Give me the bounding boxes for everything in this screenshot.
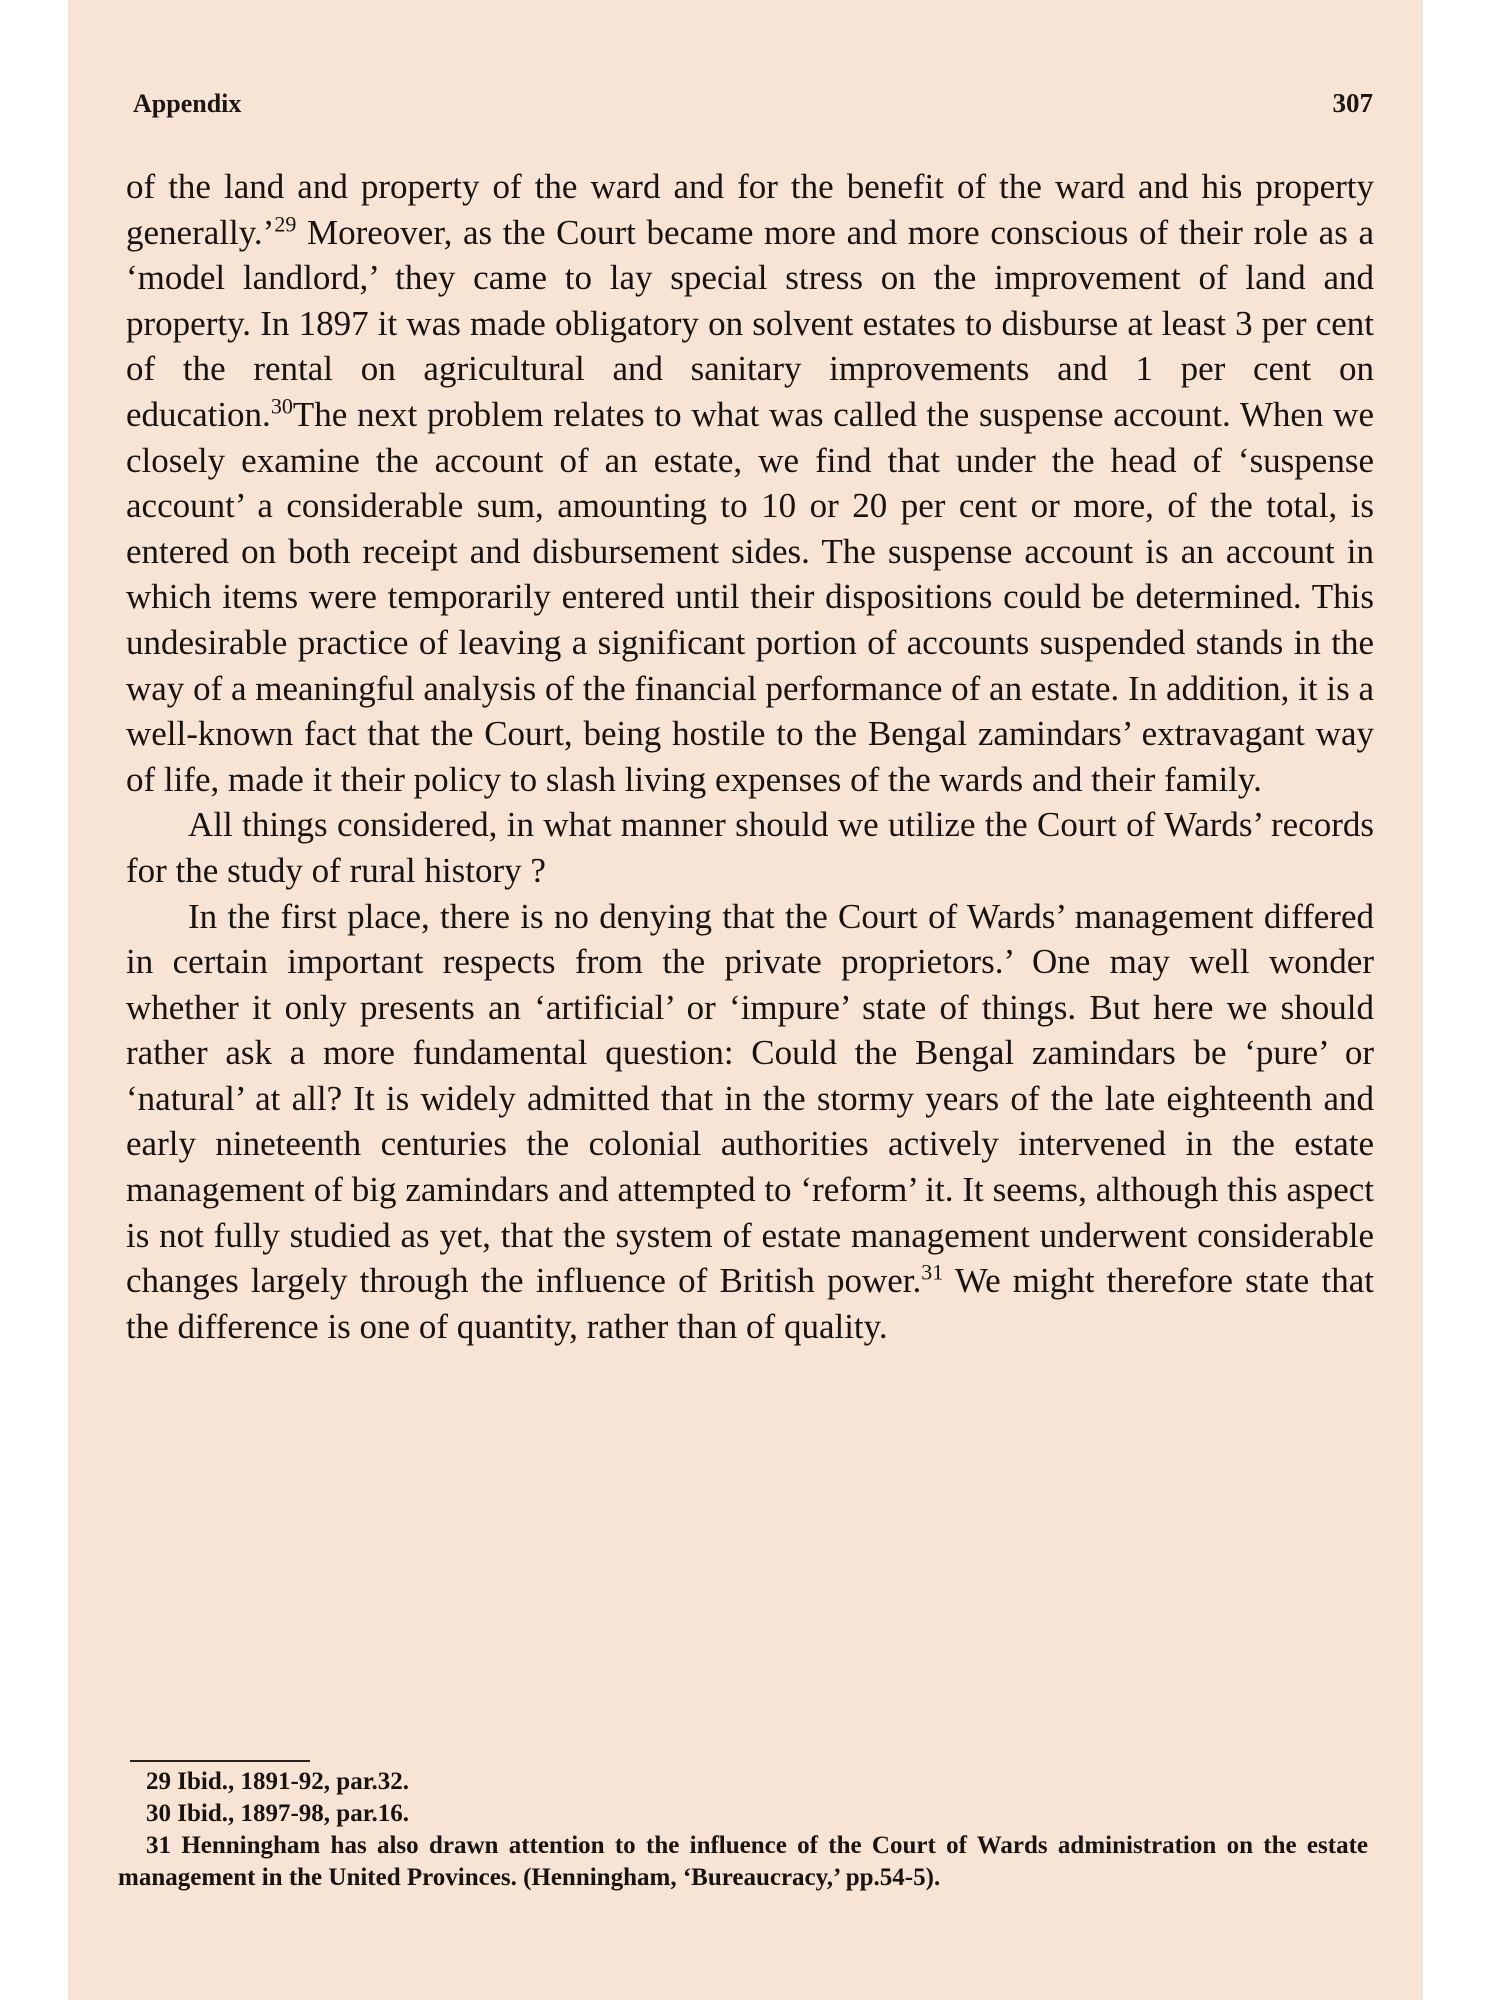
footnote-text: Ibid., 1897-98, par.16. <box>177 1800 410 1827</box>
paragraph-1 <box>126 164 1374 802</box>
paragraph-3 <box>126 894 1374 1350</box>
footnote-ref-31: 31 <box>921 1259 944 1285</box>
paragraph-1-text-b: Moreover, as the Court became more and more conscious of their role as a ‘model landlord,’ they came to lay special stress on the improvement of land and property. In 1897 it was made obligatory on solvent estates to disburse at least 3 per cent of the rental on agricultural and sanitary improvements and 1 per cent on education. <box>126 212 1374 434</box>
paragraph-3-text-a: In the first place, there is no denying that the Court of Wards’ management differed in certain important respects from the private proprietors.’ One may well wonder whether it only presents an ‘artificial’ or ‘impure’ state of things. But here we should rather ask a more fundamental question: Could the Bengal zamindars be ‘pure’ or ‘natural’ at all? It is widely admitted that in the stormy years of the late eighteenth and early nineteenth centuries the colonial authorities actively intervened in the estate management of big zamindars and attempted to ‘reform’ it. It seems, although this aspect is not fully studied as yet, that the system of estate management underwent considerable changes largely through the influence of British power. <box>126 896 1374 1301</box>
footnote-number: 31 <box>146 1832 171 1859</box>
page-number: 307 <box>1332 88 1373 118</box>
footnote-29 <box>118 1766 1368 1798</box>
footnotes <box>118 1766 1368 1894</box>
footnote-31 <box>118 1830 1368 1894</box>
footnote-number: 30 <box>146 1800 171 1827</box>
footnote-rule <box>130 1760 310 1762</box>
paragraph-1-text-a: of the land and property of the ward and for the benefit of the ward and his property generally.’ <box>126 167 1374 252</box>
paragraph-2: All things considered, in what manner should we utilize the Court of Wards’ records for the study of rural history ? <box>126 805 1374 890</box>
footnote-text: Henningham has also drawn attention to the influence of the Court of Wards administration on the estate management in the United Provinces. (Henningham, ‘Bureaucracy,’ pp.54-5). <box>118 1832 1368 1891</box>
footnote-30 <box>118 1798 1368 1830</box>
body-text <box>126 164 1374 1349</box>
footnote-number: 29 <box>146 1768 171 1795</box>
paragraph-3-text-b: We might therefore state that the difference is one of quantity, rather than of quality. <box>126 1261 1374 1346</box>
running-head <box>133 88 1373 119</box>
footnote-text: Ibid., 1891-92, par.32. <box>177 1768 410 1795</box>
running-head-title: Appendix <box>133 89 242 118</box>
paragraph-1-text-c: The next problem relates to what was called the suspense account. When we closely examine the account of an estate, we find that under the head of ‘suspense account’ a considerable sum, amounting to 10 or 20 per cent or more, of the total, is entered on both receipt and disbursement sides. The suspense account is an account in which items were temporarily entered until their dispositions could be determined. This undesirable practice of leaving a significant portion of accounts suspended stands in the way of a meaningful analysis of the financial performance of an estate. In addition, it is a well-known fact that the Court, being hostile to the Bengal zamindars’ extravagant way of life, made it their policy to slash living expenses of the wards and their family. <box>126 394 1374 799</box>
footnote-ref-29: 29 <box>274 210 297 236</box>
footnote-ref-30: 30 <box>270 393 293 419</box>
